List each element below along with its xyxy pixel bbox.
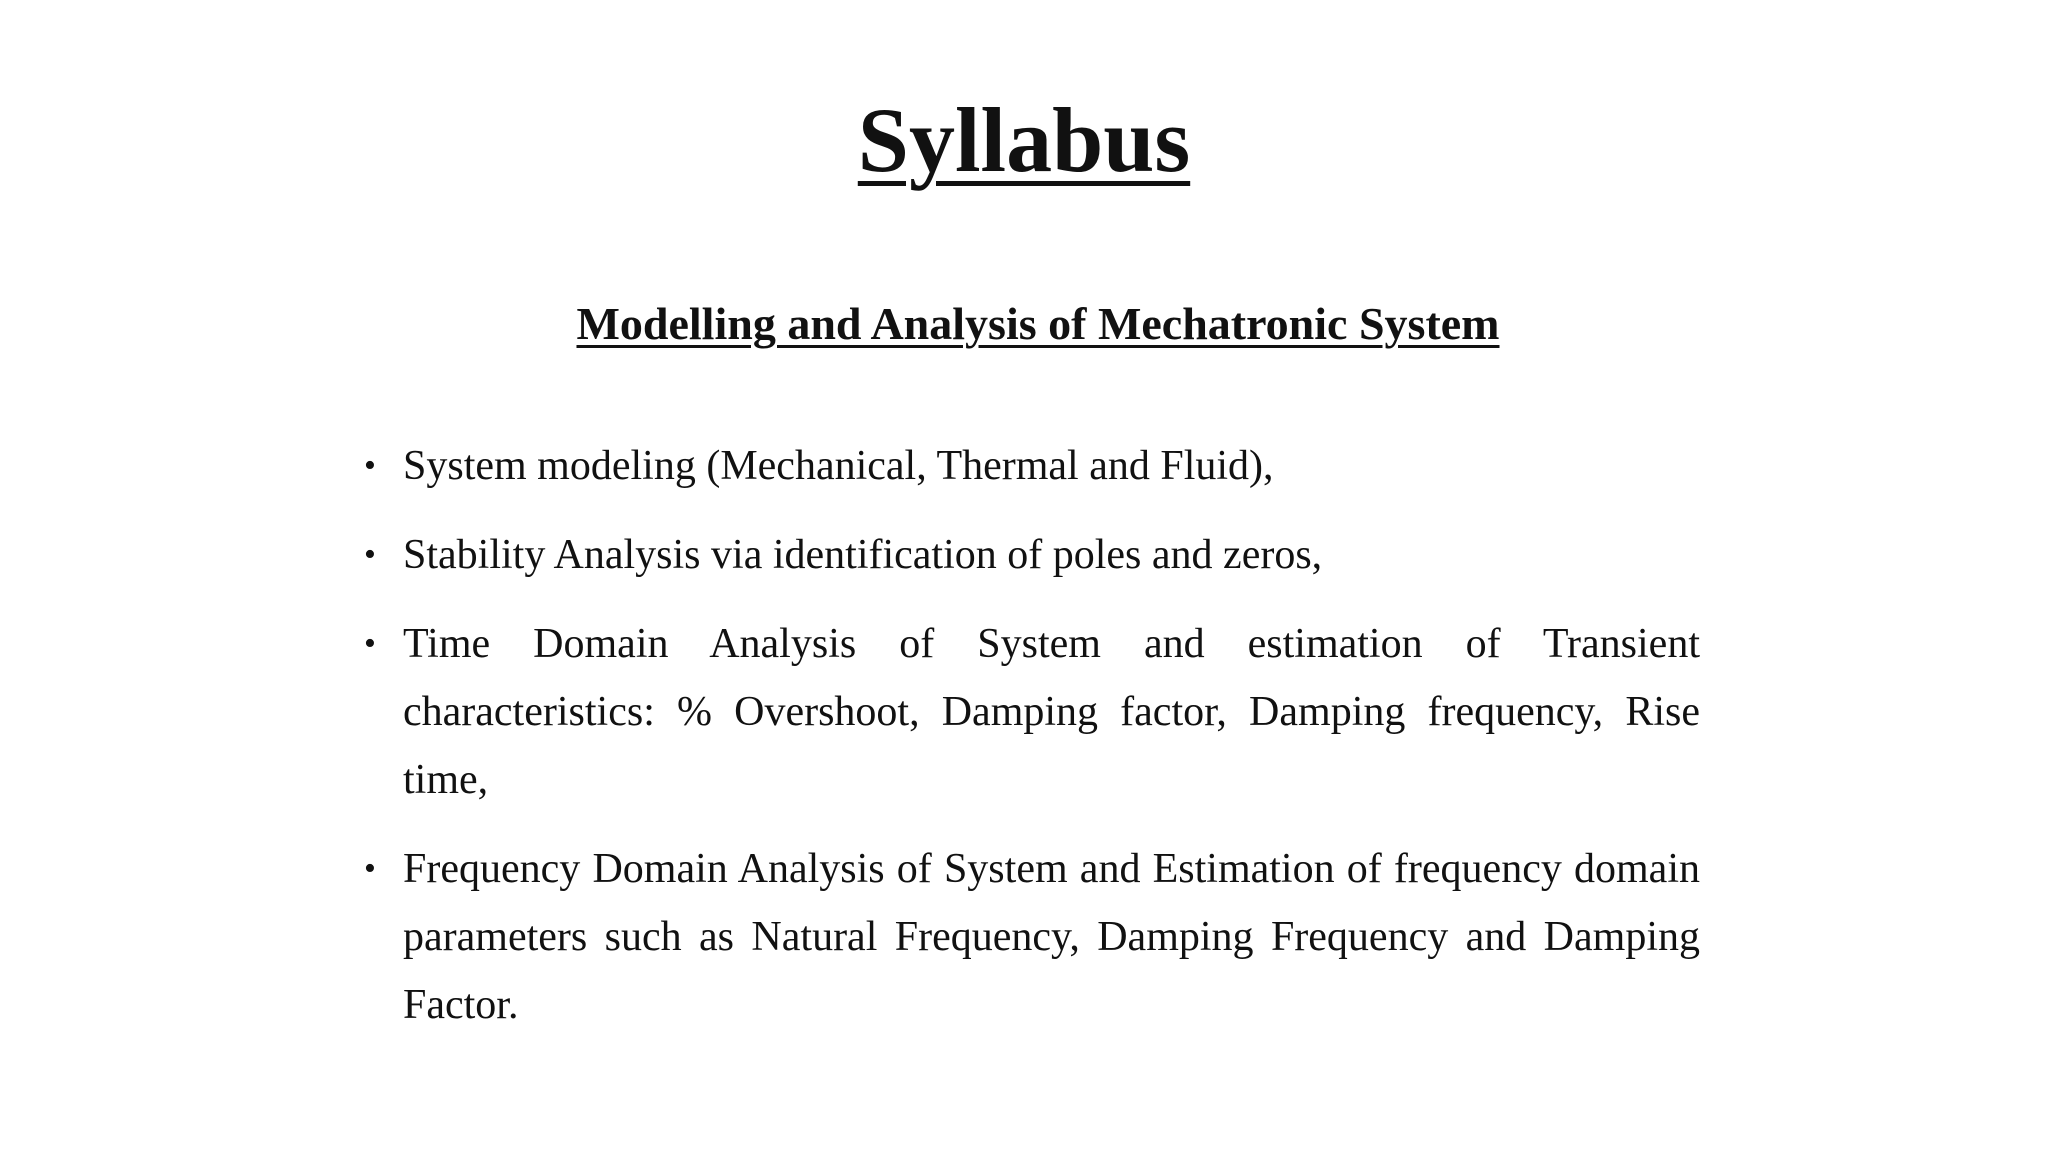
bullet-text: Time Domain Analysis of System and estimation of Transient characteristics: % Overshoot, Damping factor, Damping frequency, Rise time, — [403, 621, 1700, 803]
bullet-item-stability-analysis — [360, 521, 1700, 589]
bullet-text: Frequency Domain Analysis of System and Estimation of frequency domain parameters such as Natural Frequency, Damping Frequency and Damping Factor. — [403, 846, 1700, 1028]
slide-subtitle: Modelling and Analysis of Mechatronic System — [576, 298, 1500, 349]
bullet-item-system-modeling — [360, 432, 1700, 500]
bullet-text: Stability Analysis via identification of poles and zeros, — [403, 532, 1323, 578]
syllabus-bullet-list — [360, 432, 1700, 1060]
bullet-dot-icon: • — [364, 625, 376, 662]
bullet-text: System modeling (Mechanical, Thermal and Fluid), — [403, 443, 1274, 489]
slide-title: Syllabus — [857, 89, 1191, 191]
bullet-dot-icon: • — [364, 536, 376, 573]
bullet-item-frequency-domain-analysis — [360, 835, 1700, 1039]
bullet-dot-icon: • — [364, 447, 376, 484]
bullet-dot-icon: • — [364, 850, 376, 887]
bullet-item-time-domain-analysis — [360, 610, 1700, 814]
